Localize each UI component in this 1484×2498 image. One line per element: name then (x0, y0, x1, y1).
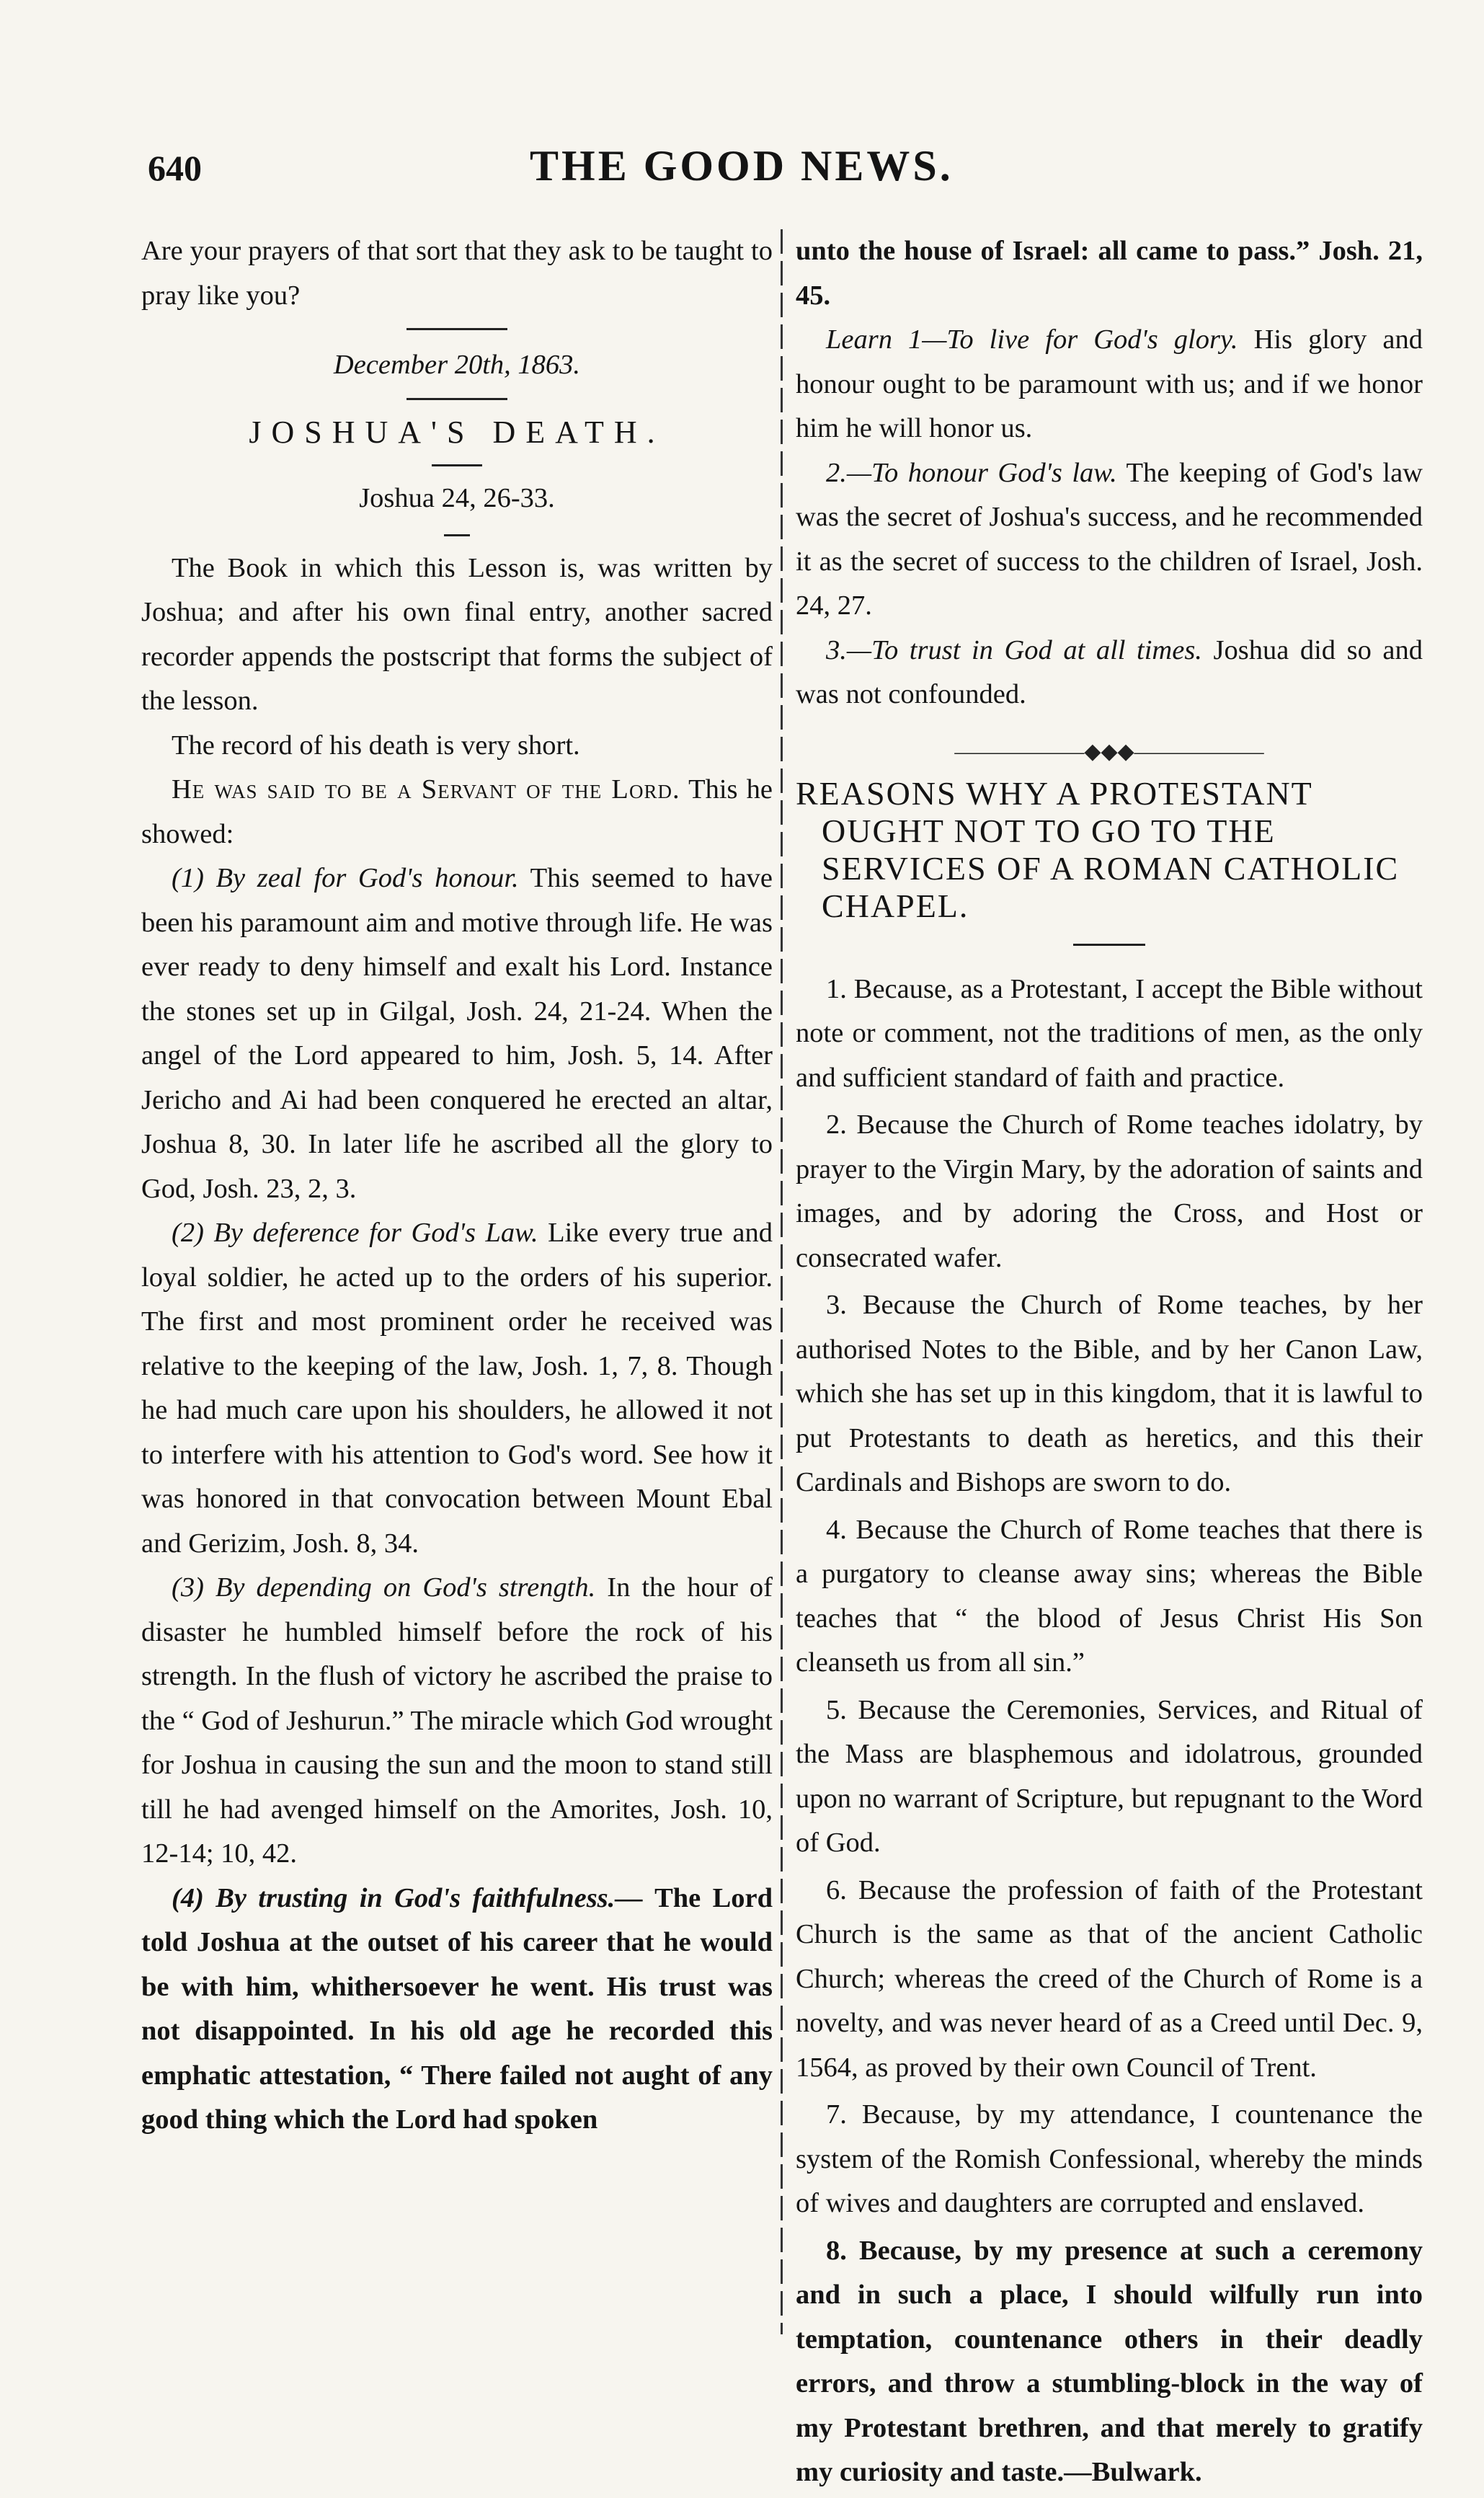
paragraph: The Book in which this Lesson is, was written by Joshua; and after his own final entry, another sacred recorder appends the postscript that forms the subject of the lesson. (141, 552, 773, 716)
servant-paragraph (141, 768, 773, 856)
intro-paragraph: Are your prayers of that sort that they ask to be taught to pray like you? (141, 236, 773, 311)
learn-1 (796, 318, 1423, 451)
ornamental-divider: ——————◆◆◆—————— (954, 739, 1264, 763)
divider (432, 464, 482, 466)
left-column (141, 229, 773, 2143)
point-2 (141, 1211, 773, 1566)
scripture-reference: Joshua 24, 26-33. (359, 483, 555, 513)
reason-item: 1. Because, as a Protestant, I accept the Bible without note or comment, not the traditions of men, as the only and sufficient standard of faith and practice. (796, 973, 1423, 1093)
point-3-body: In the hour of disaster he humbled himself before the rock of his strength. In the flush of victory he ascribed the praise to the “ God of Jeshurun.” The miracle which God wrought for Joshua in causing the sun and the moon to stand still till he had avenged himself on the Amorites, Josh. 10, 12-14; 10, 42. (141, 1572, 773, 1869)
divider (406, 398, 507, 400)
section-title-rest: OUGHT NOT TO GO TO THE SERVICES OF A ROMAN CATHOLIC CHAPEL. (822, 812, 1400, 924)
lesson-title: JOSHUA'S DEATH. (249, 414, 665, 450)
point-1 (141, 856, 773, 1211)
point-2-body: Like every true and loyal soldier, he acted up to the orders of his superior. The first and most prominent order he received was relative to the keeping of the law, Josh. 1, 7, 8. Though he had much care upon his shoulders, he allowed it not to interfere with his attention to God's word. See how it was honored in that convocation between Mount Ebal and Gerizim, Josh. 8, 34. (141, 1218, 773, 1559)
learn-1-heading: Learn 1—To live for God's glory. (826, 324, 1238, 355)
servant-tail: This he showed: (141, 774, 773, 849)
learn-3-body: Joshua did so and was not confounded. (796, 634, 1423, 709)
learn-3 (796, 629, 1423, 717)
right-column (796, 229, 1423, 2498)
point-2-heading: (2) By deference for God's Law. (172, 1218, 538, 1248)
point-1-body: This seemed to have been his paramount aim and motive through life. He was ever ready to deny himself and exalt his Lord. Instance the stones set up in Gilgal, Josh. 24, 21-24. When the angel of the Lord appeared to him, Josh. 5, 14. After Jericho and Ai had been conquered he erected an altar, Joshua 8, 30. In later life he ascribed all the glory to God, Josh. 23, 2, 3. (141, 863, 773, 1204)
lesson-date: December 20th, 1863. (333, 350, 581, 380)
paragraph: The record of his death is very short. (172, 730, 580, 761)
reason-item: 6. Because the profession of faith of the Protestant Church is the same as that of the ancient Catholic Church; whereas the creed of the Church of Rome is a novelty, and was never heard of as a Creed until Dec. 9, 1564, as proved by their own Council of Trent. (796, 1874, 1423, 2083)
learn-2 (796, 451, 1423, 629)
page-header (148, 141, 1431, 199)
reason-item: 8. Because, by my presence at such a ceremony and in such a place, I should wilfully run into temptation, countenance others in their deadly errors, and throw a stumbling-block in the way of my Protestant brethren, and that merely to gratify my curiosity and taste.—Bulwark. (796, 2235, 1423, 2487)
point-4 (141, 1877, 773, 2143)
divider (1073, 944, 1145, 946)
learn-2-body: The keeping of God's law was the secret of Joshua's success, and he recommended it as the secret of success to the children of Israel, Josh. 24, 27. (796, 457, 1423, 621)
learn-3-heading: 3.—To trust in God at all times. (826, 634, 1202, 665)
point-4-body: The Lord told Joshua at the outset of his career that he would be with him, whithersoever he went. His trust was not disappointed. In his old age he recorded this emphatic attestation, “ There failed not aught of any good thing which the Lord had spoken (141, 1882, 773, 2135)
section-title (796, 775, 1423, 925)
divider (406, 328, 507, 330)
divider (444, 534, 470, 536)
page-number: 640 (148, 148, 202, 188)
column-divider (781, 229, 783, 2334)
running-title: THE GOOD NEWS. (530, 142, 954, 190)
section-title-line-1: REASONS WHY A PROTESTANT (796, 774, 1313, 812)
continuation-paragraph: unto the house of Israel: all came to pass.” Josh. 21, 45. (796, 236, 1423, 311)
reason-item: 4. Because the Church of Rome teaches that there is a purgatory to cleanse away sins; whereas the Bible teaches that “ the blood of Jesus Christ His Son cleanseth us from all sin.” (796, 1514, 1423, 1678)
reason-item: 7. Because, by my attendance, I countenance the system of the Romish Confessional, whereby the minds of wives and daughters are corrupted and enslaved. (796, 2099, 1423, 2218)
point-4-heading: (4) By trusting in God's faithfulness.— (172, 1882, 643, 1913)
learn-1-body: His glory and honour ought to be paramount with us; and if we honor him he will honor us. (796, 324, 1423, 443)
point-3 (141, 1566, 773, 1877)
reason-item: 5. Because the Ceremonies, Services, and Ritual of the Mass are blasphemous and idolatrous, grounded upon no warrant of Scripture, but repugnant to the Word of God. (796, 1694, 1423, 1858)
learn-2-heading: 2.—To honour God's law. (826, 457, 1117, 488)
servant-heading: He was said to be a Servant of the Lord. (172, 774, 680, 805)
reason-item: 2. Because the Church of Rome teaches idolatry, by prayer to the Virgin Mary, by the adoration of saints and images, and by adoring the Cross, and Host or consecrated wafer. (796, 1110, 1423, 1273)
point-1-heading: (1) By zeal for God's honour. (172, 863, 519, 893)
point-3-heading: (3) By depending on God's strength. (172, 1572, 596, 1603)
reason-item: 3. Because the Church of Rome teaches, by her authorised Notes to the Bible, and by her Canon Law, which she has set up in this kingdom, that it is lawful to put Protestants to death as heretics, and this their Cardinals and Bishops are sworn to do. (796, 1290, 1423, 1497)
